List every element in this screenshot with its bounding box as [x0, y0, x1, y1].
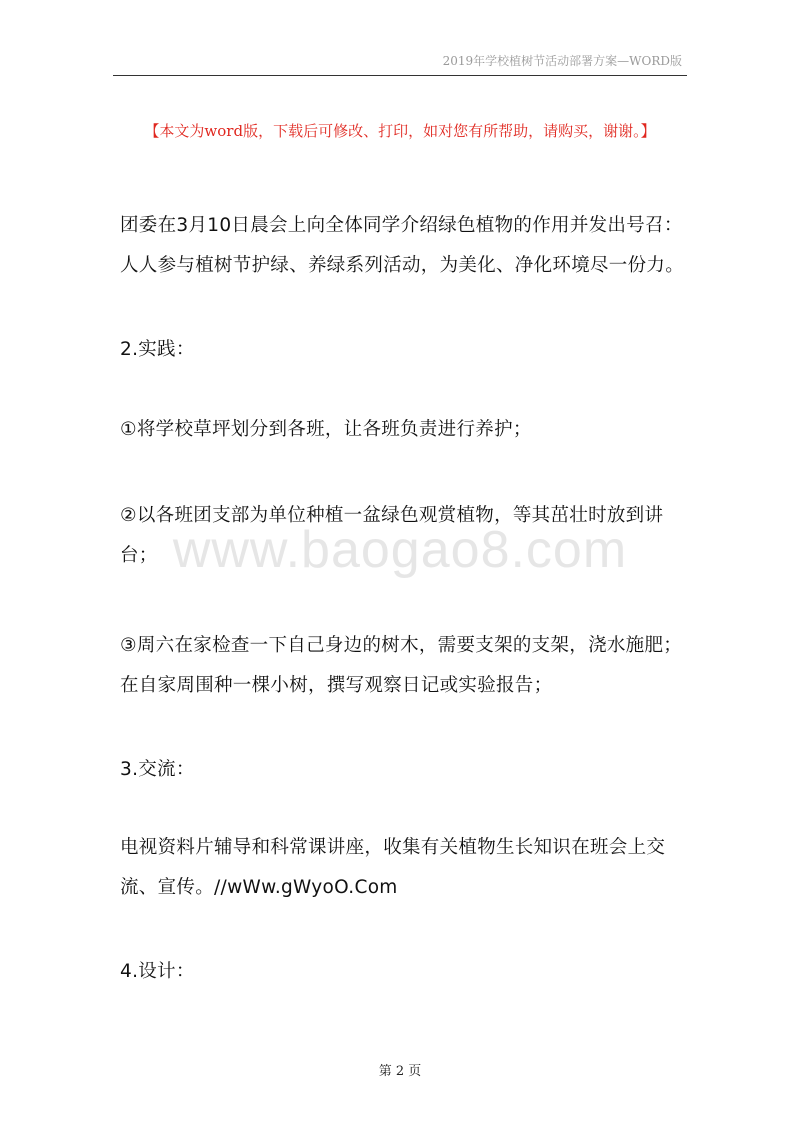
text-line: 电视资料片辅导和科常课讲座，收集有关植物生长知识在班会上交 — [120, 837, 666, 858]
text-line: ①将学校草坪划分到各班，让各班负责进行养护； — [120, 419, 532, 440]
practice-item-1 — [120, 410, 700, 450]
heading-text: 4.设计： — [120, 961, 195, 982]
design-heading — [120, 952, 700, 992]
text-line: 流、宣传。//wWw.gWyoO.Com — [120, 877, 398, 898]
header-divider — [113, 75, 687, 76]
page-number: 第 2 页 — [378, 1064, 422, 1079]
text-line: ③周六在家检查一下自己身边的树木，需要支架的支架，浇水施肥； — [120, 635, 683, 656]
text-line: 人人参与植树节护绿、养绿系列活动，为美化、净化环境尽一份力。 — [120, 255, 685, 276]
text-line: 台； — [120, 545, 158, 566]
intro-paragraph — [120, 206, 700, 286]
exchange-paragraph — [120, 828, 700, 908]
text-line: ②以各班团支部为单位种植一盆绿色观赏植物，等其茁壮时放到讲 — [120, 505, 664, 526]
header-title: 2019年学校植树节活动部署方案—WORD版 — [442, 54, 682, 68]
practice-heading — [120, 330, 700, 370]
practice-item-3 — [120, 626, 700, 706]
notice-banner: 【本文为word版，下载后可修改、打印，如对您有所帮助，请购买，谢谢。】 — [144, 122, 656, 140]
text-line: 团委在3月10日晨会上向全体同学介绍绿色植物的作用并发出号召： — [120, 215, 683, 236]
text-line: 在自家周围种一棵小树，撰写观察日记或实验报告； — [120, 675, 553, 696]
exchange-heading — [120, 750, 700, 790]
heading-text: 3.交流： — [120, 759, 195, 780]
practice-item-2 — [120, 496, 700, 576]
heading-text: 2.实践： — [120, 339, 195, 360]
watermark: www.baogao8.com — [172, 521, 628, 579]
